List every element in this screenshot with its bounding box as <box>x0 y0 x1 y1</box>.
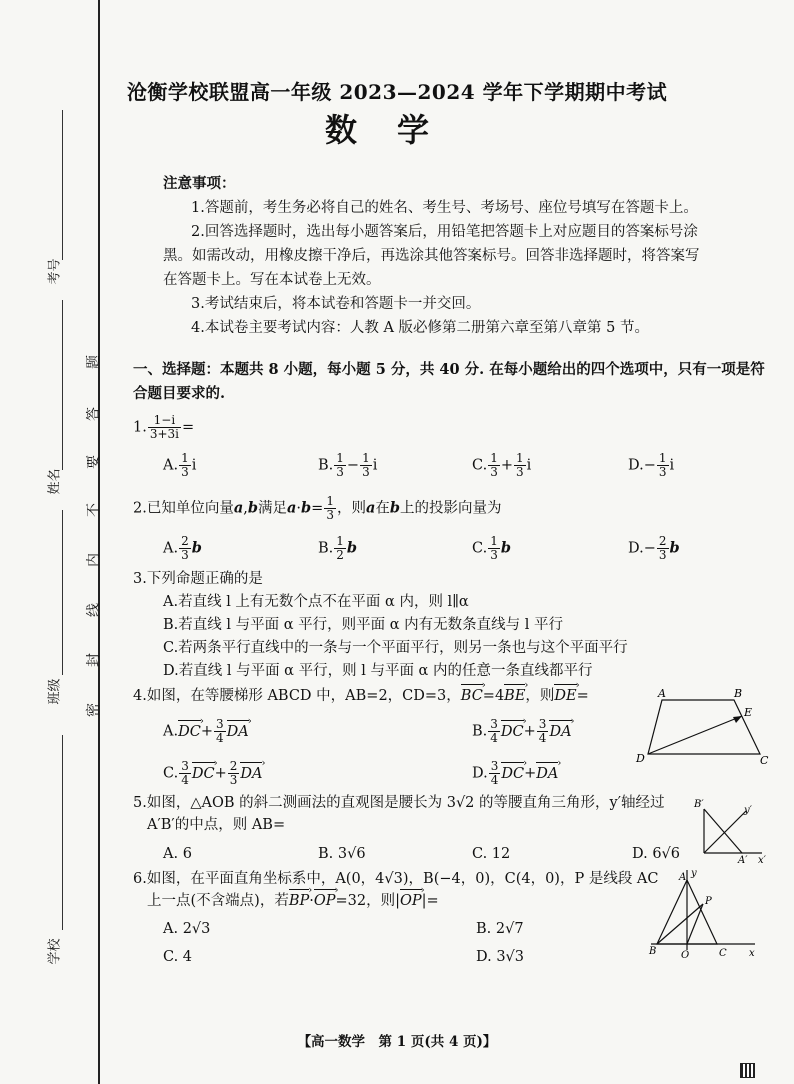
class-line <box>62 510 63 675</box>
q5-option-d: D. 6√6 <box>632 846 681 862</box>
q1-number: 1. <box>133 419 147 436</box>
label-c: C <box>760 754 769 767</box>
oblique-projection-figure <box>690 795 770 865</box>
class-label: 班级 <box>47 678 63 705</box>
binding-line <box>98 0 100 1084</box>
q4-option-c: C. $\frac{3}{4}$ DC ›+ $\frac{2}{3}$ DA › <box>163 760 262 787</box>
label-b-prime: B′ <box>694 799 704 810</box>
note-item: 3.考试结束后，将本试卷和答题卡一并交回。 <box>191 296 481 312</box>
label-p: P <box>705 896 712 907</box>
q5-option-c: C. 12 <box>472 846 511 862</box>
label-x-prime: x′ <box>758 855 766 865</box>
q3-option-c: C.若两条平行直线中的一条与一个平面平行，则另一条也与这个平面平行 <box>163 640 628 656</box>
seal-char: 不 <box>86 503 102 517</box>
q2-option-c: C. $\frac{1}{3}$ b <box>472 534 511 562</box>
q1-option-a: A. $\frac{1}{3}$ i <box>163 451 197 479</box>
vector-de <box>648 716 742 754</box>
page-footer: 【高一数学 第 1 页(共 4 页)】 <box>297 1034 497 1050</box>
notes-block <box>163 172 703 340</box>
q1-fraction: $\frac{1-i}{3+3i}$ <box>149 413 180 441</box>
note-item: 2.回答选择题时，选出每小题答案后，用铅笔把答题卡上对应题目的答案标号涂黑。如需改动，用橡皮擦干净后，再选涂其他答案标号。回答非选择题时，将答案写在答题卡上。写在本试卷上无效。 <box>163 224 700 288</box>
question-3: 3.下列命题正确的是 <box>133 571 263 587</box>
seal-char: 答 <box>86 407 102 421</box>
question-6-line-2: 上一点(不含端点)，若BP ›·OP ›=32，则|OP ›|= <box>147 890 439 912</box>
label-a-prime: A′ <box>738 855 748 865</box>
name-label: 姓名 <box>47 468 63 495</box>
question-1 <box>133 414 194 441</box>
label-c: C <box>719 948 727 959</box>
seal-char: 线 <box>86 603 102 617</box>
q1-option-b: B. $\frac{1}{3}$ − $\frac{1}{3}$ i <box>318 451 378 479</box>
arrow-head <box>733 716 742 723</box>
label-x: x <box>749 948 755 959</box>
label-y: y <box>691 868 697 879</box>
question-2: 2.已知单位向量a,b满足a·b= $\frac{1}{3}$ ，则a在b上的投影向量为 <box>133 494 502 522</box>
q4-option-d: D. $\frac{3}{4}$ DC ›+DA › <box>472 760 558 787</box>
exam-no-label: 考号 <box>47 258 63 285</box>
q4-option-b: B. $\frac{3}{4}$ DC ›+ $\frac{3}{4}$ DA › <box>472 718 572 745</box>
q6-option-a: A. 2√3 <box>163 921 211 937</box>
label-o: O <box>681 950 690 961</box>
q6-option-d: D. 3√3 <box>476 949 525 965</box>
q5-option-b: B. 3√6 <box>318 846 366 862</box>
q3-option-a: A.若直线 l 上有无数个点不在平面 α 内，则 l∥α <box>163 594 469 610</box>
q1-option-c: C. $\frac{1}{3}$ + $\frac{1}{3}$ i <box>472 451 532 479</box>
q3-option-b: B.若直线 l 与平面 α 平行，则平面 α 内有无数条直线与 l 平行 <box>163 617 563 633</box>
q4-option-a: A.DC ›+ $\frac{3}{4}$ DA › <box>163 718 249 745</box>
section-heading: 一、选择题：本题共 8 小题，每小题 5 分，共 40 分. 在每小题给出的四个选项中，只有一项是符合题目要求的. <box>133 361 765 402</box>
question-4: 4.如图，在等腰梯形 ABCD 中，AB=2，CD=3，BC ›=4BE ›，则DE ›= <box>133 685 589 707</box>
seal-char: 封 <box>86 653 102 667</box>
note-item: 1.答题前，考生务必将自己的姓名、考生号、考场号、座位号填写在答题卡上。 <box>191 200 698 216</box>
label-d: D <box>636 752 645 765</box>
q1-equals: = <box>182 419 195 436</box>
segment-op <box>687 904 703 944</box>
q6-option-b: B. 2√7 <box>476 921 524 937</box>
q6-option-c: C. 4 <box>163 949 193 965</box>
question-5-line-1: 5.如图，△AOB 的斜二测画法的直观图是腰长为 3√2 的等腰直角三角形，y′轴经过 <box>133 795 665 811</box>
school-label: 学校 <box>47 938 63 965</box>
school-line <box>62 735 63 930</box>
label-y-prime: y′ <box>744 805 752 816</box>
q5-option-a: A. 6 <box>163 846 192 862</box>
q2-option-a: A. $\frac{2}{3}$ b <box>163 534 202 562</box>
qr-code-icon <box>740 1063 755 1078</box>
label-a: A <box>658 688 666 700</box>
label-a: A <box>679 872 687 883</box>
seal-char: 密 <box>86 703 102 717</box>
question-6-line-1: 6.如图，在平面直角坐标系中，A(0，4√3)，B(−4，0)，C(4，0)，P 是线段 AC <box>133 871 659 887</box>
exam-title: 沧衡学校联盟高一年级 2023—2024 学年下学期期中考试 <box>126 80 668 104</box>
coordinate-figure <box>645 866 760 961</box>
y-axis <box>704 811 746 853</box>
note-item: 4.本试卷主要考试内容：人教 A 版必修第二册第六章至第八章第 5 节。 <box>191 320 649 336</box>
segment-bp <box>657 904 703 944</box>
q2-option-d: D.− $\frac{2}{3}$ b <box>628 534 680 562</box>
side-ab <box>704 809 742 853</box>
q3-option-d: D.若直线 l 与平面 α 平行，则 l 与平面 α 内的任意一条直线都平行 <box>163 663 593 679</box>
name-line <box>62 300 63 470</box>
seal-char: 要 <box>86 455 102 469</box>
q1-option-d: D.− $\frac{1}{3}$ i <box>628 451 675 479</box>
seal-char: 内 <box>86 553 102 567</box>
trapezoid-figure <box>628 688 778 768</box>
subject-title: 数学 <box>324 111 469 149</box>
notes-heading: 注意事项： <box>163 175 236 192</box>
question-5-line-2: A′B′的中点，则 AB= <box>147 817 286 833</box>
label-b: B <box>649 946 657 957</box>
label-e: E <box>744 706 753 719</box>
label-b: B <box>734 688 743 700</box>
seal-char: 题 <box>86 355 102 369</box>
q2-option-b: B. $\frac{1}{2}$ b <box>318 534 358 562</box>
